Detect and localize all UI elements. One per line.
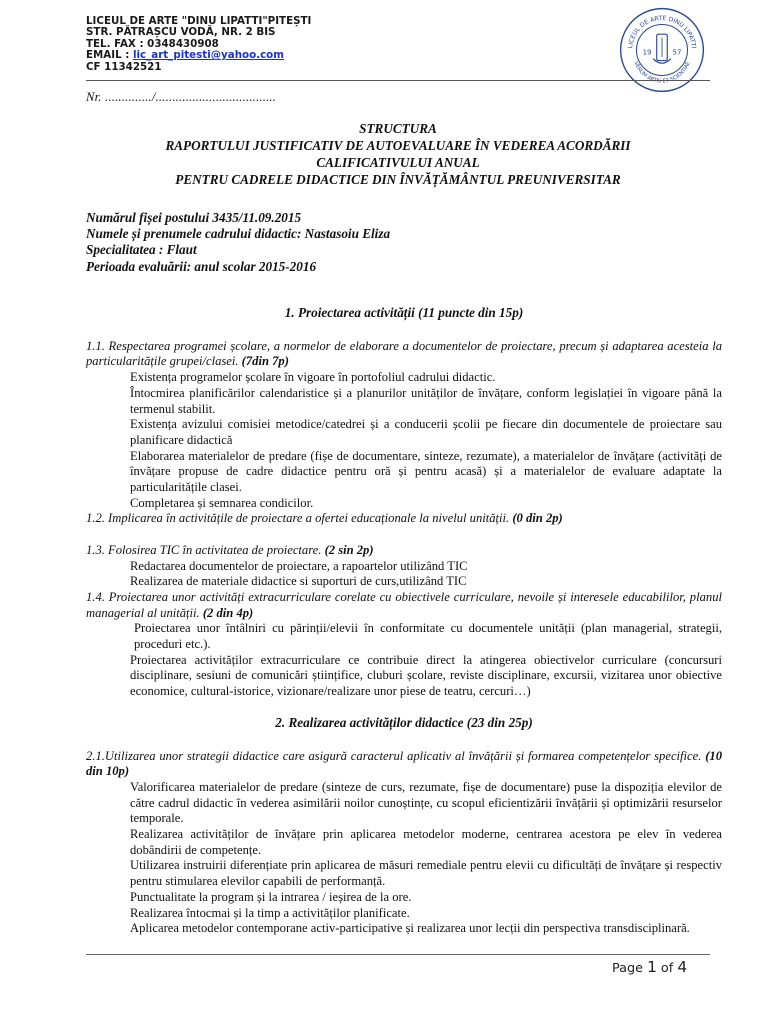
post-number: Numărul fișei postului 3435/11.09.2015 <box>86 210 302 225</box>
section-1-heading: 1. Proiectarea activității (11 puncte din 15p) <box>284 305 524 320</box>
criterion-1-1-item: Elaborarea materialelor de predare (fișe de documentare, sinteze, rezumate), a materialelor de învățare (activități de învățare propuse de cadre didactice pentru oră și pentru acasă) și a materialelor de evaluare adaptate la particularitățile clasei. <box>130 448 722 495</box>
school-email-line <box>86 50 311 61</box>
criterion-2-1-score: (10 din 10p) <box>86 748 722 779</box>
logo-bottom-text: VERUM ARTIS ET SCIENTIAE <box>632 60 692 85</box>
criterion-2-1-item: Realizarea întocmai și la timp a activităților planificate. <box>130 905 410 920</box>
section-2-heading: 2. Realizarea activităților didactice (23 din 25p) <box>275 714 533 730</box>
specialty: Specialitatea : Flaut <box>86 242 197 258</box>
current-page-number: 1 <box>647 958 657 976</box>
criterion-2-1-item: Valorificarea materialelor de predare (sinteze de curs, rezumate, fișe de documentare) puse la dispoziția elevilor de către cadrul didactic în vederea asimilării noilor cunoștințe, cu scopul eficientizării învățării și optimizării resurselor temporale. <box>130 779 722 826</box>
criterion-2-1-item: Punctualitate la program și la intrarea / ieșirea de la ore. <box>130 889 412 904</box>
criterion-2-1 <box>86 749 722 780</box>
title-line-2: RAPORTULUI JUSTIFICATIV DE AUTOEVALUARE ÎN VEDEREA ACORDĂRII <box>165 138 631 153</box>
criterion-1-2-score: (0 din 2p) <box>512 511 563 526</box>
criterion-1-4-text: 1.4. Proiectarea unor activități extracurriculare corelate cu obiectivele curriculare, nevoile și interesele educabililor, planul managerial al unității. <box>86 589 722 620</box>
report-body <box>86 305 722 937</box>
criterion-1-4-item: Proiectarea unor întâlniri cu părinții/elevii în conformitate cu documentele unității (plan managerial, strategii, proceduri etc.). <box>134 621 722 652</box>
criterion-1-1-item: Existența programelor școlare în vigoare în portofoliul cadrului didactic. <box>130 370 496 385</box>
logo-year-left: 19 <box>642 47 652 57</box>
header-divider <box>86 80 710 81</box>
page-footer <box>612 958 687 976</box>
registration-number-line: Nr. ............../.................................... <box>86 90 277 104</box>
title-line-3: CALIFICATIVULUI ANUAL <box>316 155 480 170</box>
criterion-1-1-text: 1.1. Respectarea programei școlare, a normelor de elaborare a documentelor de proiectare, precum și adaptarea acesteia la particularitățile grupei/clasei. <box>86 338 722 369</box>
criterion-1-3-score: (2 sin 2p) <box>324 542 374 557</box>
teacher-name: Numele și prenumele cadrului didactic: Nastasoiu Eliza <box>86 226 391 242</box>
criterion-1-3 <box>86 543 722 559</box>
logo-top-text: LICEUL DE ARTE DINU LIPATTI <box>627 15 697 49</box>
total-pages: 4 <box>677 958 688 976</box>
school-name: LICEUL DE ARTE "DINU LIPATTI"PITEȘTI <box>86 15 312 27</box>
criterion-1-2 <box>86 511 722 527</box>
criterion-1-4-item: Proiectarea activităților extracurriculare ce contribuie direct la atingerea obiectivelor curriculare (concursuri disciplinare, sesiuni de comunicări științifice, cluburi școlare, reviste disciplinare, excursii, vizitarea unor obiective economice, cultural-istorice, vizionare/realizare unor piese de teatru, cercuri…) <box>130 652 722 699</box>
criterion-1-4-score: (2 din 4p) <box>202 605 254 620</box>
criterion-1-1 <box>86 339 722 370</box>
school-cf: CF 11342521 <box>86 60 162 73</box>
email-link[interactable]: lic_art_pitesti@yahoo.com <box>132 49 284 62</box>
criterion-1-3-text: 1.3. Folosirea TIC în activitatea de proiectare. <box>86 542 322 557</box>
footer-divider <box>86 954 710 955</box>
criterion-2-1-item: Realizarea activităților de învățare prin aplicarea metodelor moderne, centrarea acestora pe elev în vederea dobândirii de competențe. <box>130 827 722 857</box>
criterion-1-3-item: Realizarea de materiale didactice si suporturi de curs,utilizând TIC <box>130 574 467 589</box>
evaluation-period: Perioada evaluării: anul scolar 2015-2016 <box>86 258 317 274</box>
criterion-1-1-score: (7din 7p) <box>241 354 289 369</box>
criterion-1-3-item: Redactarea documentelor de proiectare, a rapoartelor utilizând TIC <box>130 558 468 573</box>
criterion-2-1-text: 2.1.Utilizarea unor strategii didactice care asigură caracterul aplicativ al învățării și formarea competențelor specifice. <box>86 748 702 763</box>
criterion-1-1-item: Întocmirea planificărilor calendaristice și a planurilor unităților de învățare, conform legislației în vigoare până la termenul stabilit. <box>130 385 722 416</box>
criterion-1-1-item: Existența avizului comisiei metodice/catedrei și a conducerii școlii pe fiecare din documentele de proiectare sau planificare didactică <box>130 417 722 447</box>
criterion-1-4 <box>86 590 722 621</box>
page-word: Page <box>612 961 648 976</box>
logo-year-right: 57 <box>672 47 682 57</box>
teacher-details <box>86 210 390 275</box>
school-phone: TEL. FAX : 0348430908 <box>86 37 219 50</box>
criterion-2-1-item: Aplicarea metodelor contemporane activ-participative și realizarea unor lecții din perspectiva transdisciplinară. <box>130 921 690 936</box>
criterion-1-1-item: Completarea și semnarea condicilor. <box>130 495 314 510</box>
school-address: STR. PĂTRAȘCU VODĂ, NR. 2 BIS <box>86 26 276 39</box>
school-header <box>86 16 311 73</box>
title-line-1: STRUCTURA <box>359 121 437 136</box>
title-line-4: PENTRU CADRELE DIDACTICE DIN ÎNVĂȚĂMÂNTUL PREUNIVERSITAR <box>175 172 621 187</box>
email-label: EMAIL : <box>86 49 133 62</box>
document-title <box>86 120 710 188</box>
of-word: of <box>656 961 678 976</box>
criterion-2-1-item: Utilizarea instruirii diferențiate prin aplicarea de măsuri remediale pentru elevii cu dificultăți de învățare și respectiv pentru stimularea elevilor capabili de performanță. <box>130 858 722 889</box>
criterion-1-2-text: 1.2. Implicarea în activitățile de proiectare a ofertei educaționale la nivelul unității. <box>86 511 510 526</box>
